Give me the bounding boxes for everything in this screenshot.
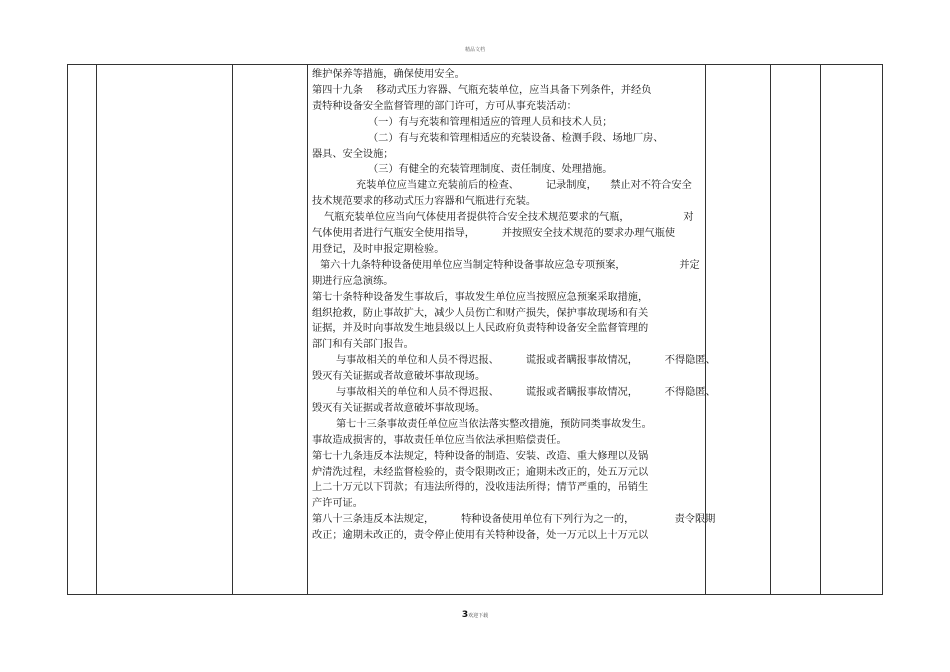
text-line: 部门和有关部门报告。	[312, 339, 414, 351]
text-line: 责特种设备安全监督管理的部门许可，方可从事充装活动：	[312, 100, 577, 112]
text-line: 充装单位应当建立充装前后的检查、 记录制度， 禁止对不符合安全	[356, 180, 692, 192]
text-line: （三）有健全的充装管理制度、责任制度、处理措施。	[368, 164, 613, 176]
text-line: 用登记，及时申报定期检验。	[312, 243, 445, 255]
text-line: 改正；逾期未改正的，责令停止使用有关特种设备，处一万元以上十万元以	[312, 530, 649, 542]
text-line: 第四十九条 移动式压力容器、气瓶充装单位，应当具备下列条件，并经负	[312, 84, 652, 96]
page-header: 精品文档	[464, 47, 485, 53]
text-line: 炉清洗过程，未经监督检验的，责令限期改正；逾期未改正的，处五万元以	[312, 466, 649, 478]
page-number: 3	[461, 610, 469, 620]
text-line: 与事故相关的单位和人员不得迟报、 谎报或者瞒报事故情况， 不得隐匿、	[336, 387, 716, 398]
text-line: （一）有与充装和管理相适应的管理人员和技术人员；	[368, 116, 613, 128]
regulation-text-cell	[308, 65, 716, 595]
text-line: 第七十条特种设备发生事故后，事故发生单位应当按照应急预案采取措施，	[312, 291, 649, 303]
page-footer	[0, 610, 950, 620]
text-line: 气体使用者进行气瓶安全使用指导， 并按照安全技术规范的要求办理气瓶使	[312, 228, 676, 239]
column-cell-2	[97, 65, 233, 595]
column-cell-3	[233, 65, 308, 595]
text-line: 上二十万元以下罚款；有违法所得的，没收违法所得；情节严重的，吊销生	[312, 482, 649, 494]
regulation-table	[67, 64, 883, 595]
text-line: 与事故相关的单位和人员不得迟报、 谎报或者瞒报事故情况， 不得隐匿、	[336, 355, 716, 367]
text-line: 第七十三条事故责任单位应当依法落实整改措施，预防同类事故发生。	[336, 418, 652, 430]
text-line: 第七十九条违反本法规定，特种设备的制造、安装、改造、重大修理以及锅	[312, 450, 649, 462]
column-cell-6	[771, 65, 821, 595]
text-line: 第八十三条违反本法规定， 特种设备使用单位有下列行为之一的， 责令限期	[312, 514, 716, 526]
text-line: 事故造成损害的，事故责任单位应当依法承担赔偿责任。	[312, 434, 567, 446]
column-cell-1	[68, 65, 97, 595]
column-cell-7	[821, 65, 883, 595]
text-line: （二）有与充装和管理相适应的充装设备、检测手段、场地厂房、	[368, 132, 664, 144]
text-line: 证据，并及时向事故发生地县级以上人民政府负责特种设备安全监督管理的	[312, 323, 649, 335]
text-line: 维护保养等措施，确保使用安全。	[312, 69, 465, 80]
text-line: 期进行应急演练。	[312, 275, 394, 287]
text-line: 技术规范要求的移动式压力容器和气瓶进行充装。	[312, 196, 537, 208]
text-line: 器具、安全设施；	[312, 148, 394, 160]
footer-label: 欢迎下载	[468, 613, 489, 619]
text-line: 毁灭有关证据或者故意破坏事故现场。	[312, 371, 486, 383]
text-line: 组织抢救，防止事故扩大，减少人员伤亡和财产损失，保护事故现场和有关	[312, 307, 649, 319]
text-line: 毁灭有关证据或者故意破坏事故现场。	[312, 402, 486, 414]
text-line: 产许可证。	[312, 498, 363, 510]
text-line: 第六十九条特种设备使用单位应当制定特种设备事故应急专项预案， 并定	[320, 259, 700, 271]
text-line: 气瓶充装单位应当向气体使用者提供符合安全技术规范要求的气瓶， 对	[324, 212, 694, 224]
